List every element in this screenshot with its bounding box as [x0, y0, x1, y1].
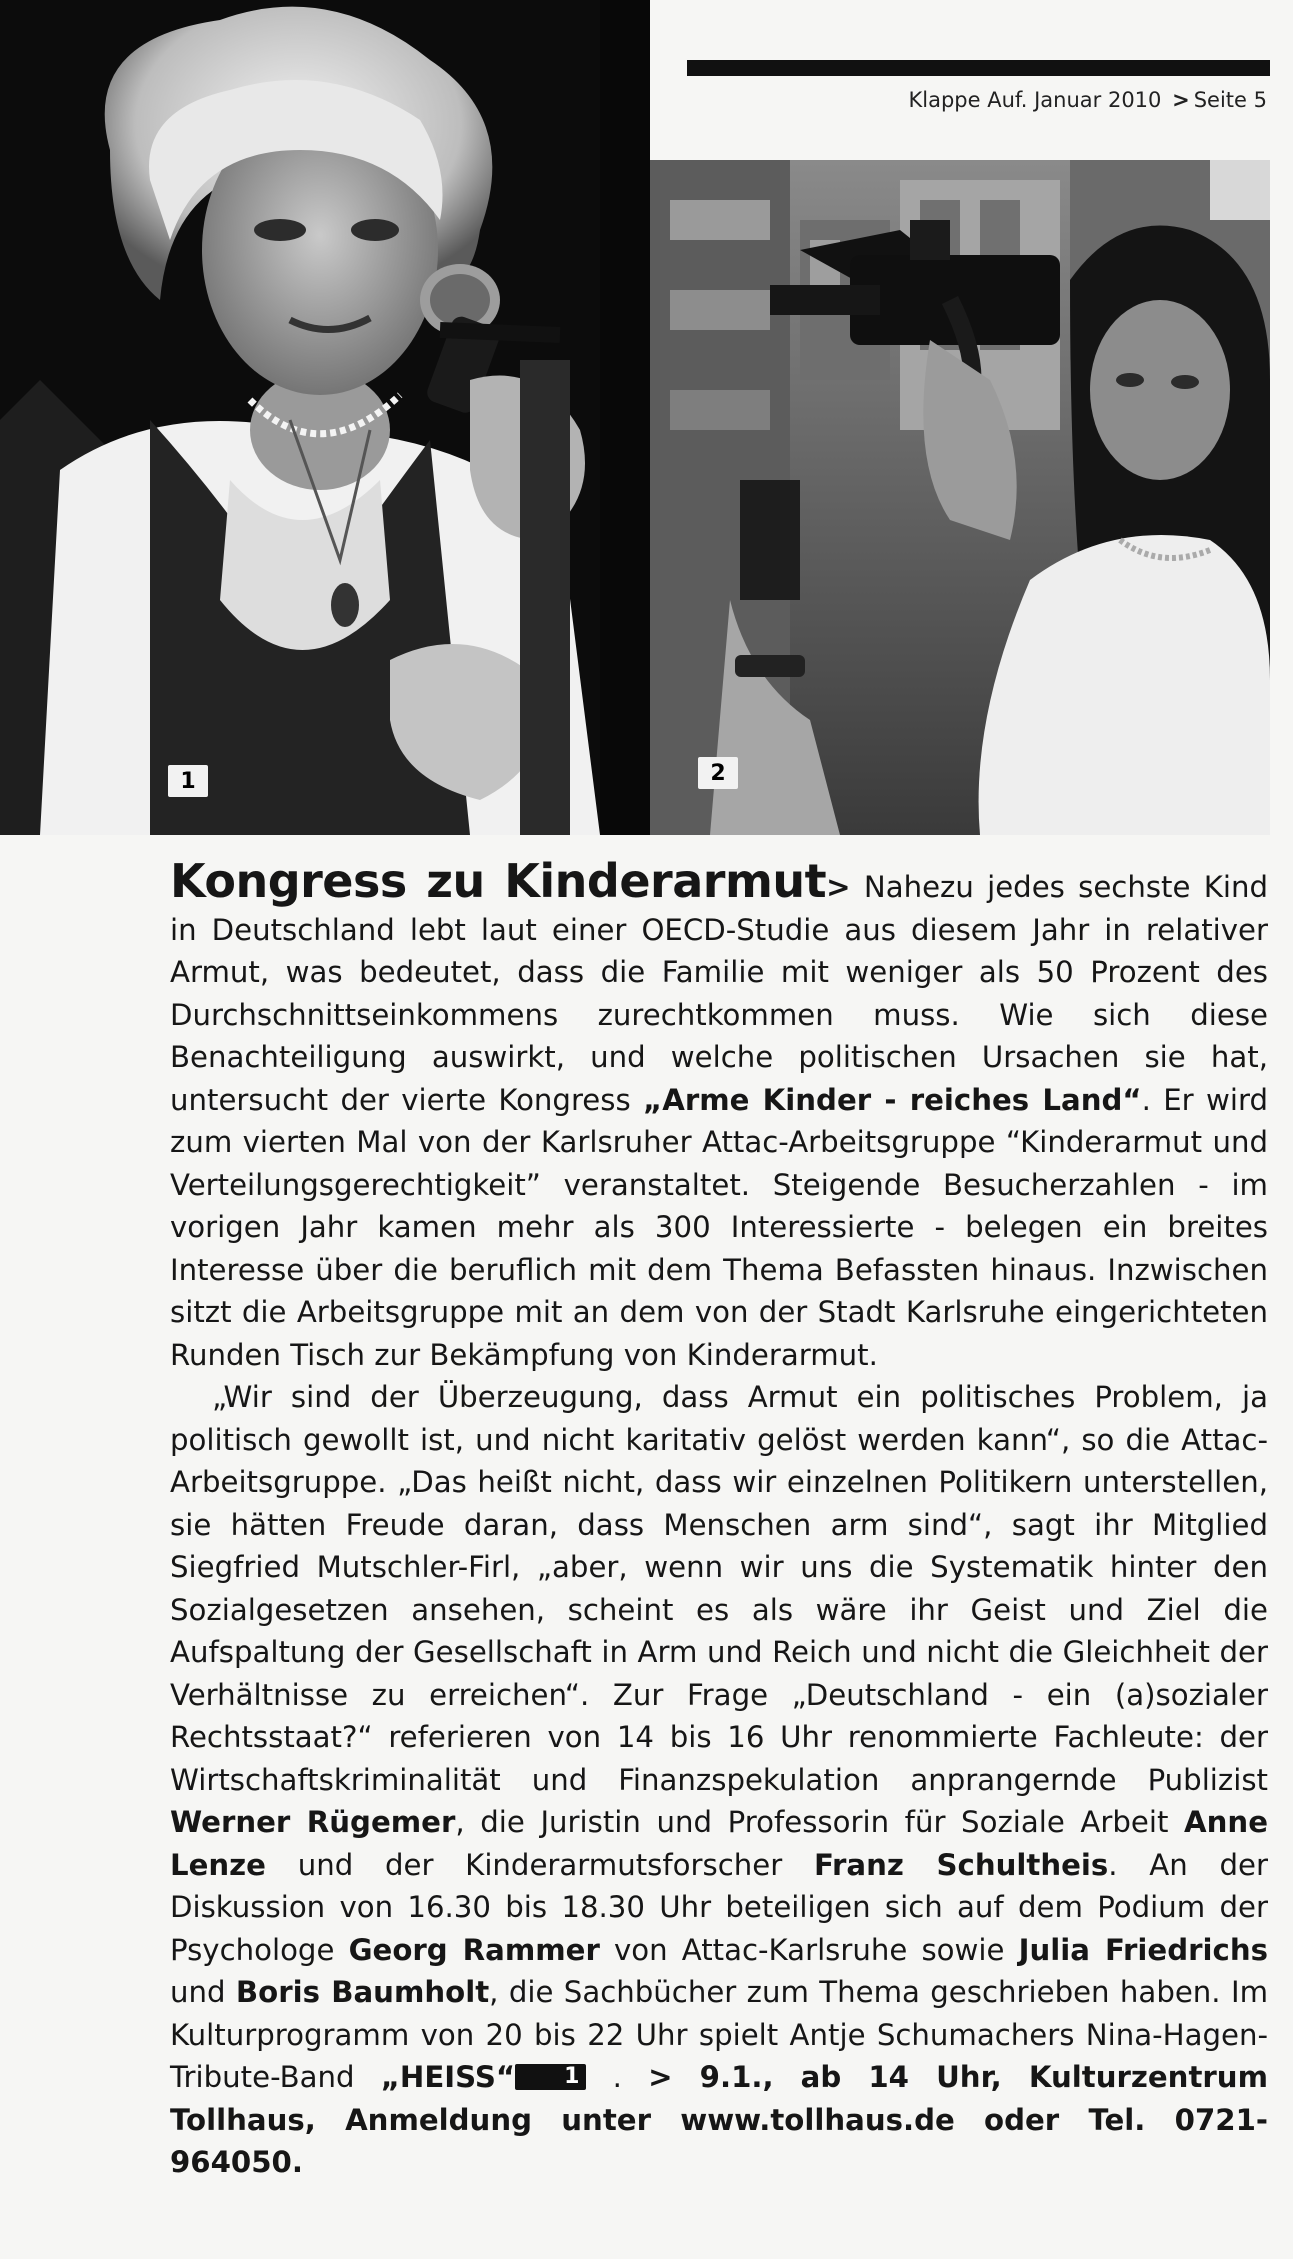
- body-text: , die Juristin und Professorin für Soziale Arbeit: [455, 1805, 1185, 1839]
- body-text: Nahezu jedes sechste Kind in Deutschland lebt laut einer OECD-Studie aus diesem Jahr in relativer Armut, was bedeutet, dass die Familie mit weniger als 50 Prozent des Durchschnittseinkommens zurechtkommen muss. Wie sich diese Benachteiligung auswirkt, und welche politischen Ursachen sie hat, untersucht der vierte Kongress: [170, 870, 1268, 1117]
- photo-reference-badge: 1: [515, 2064, 586, 2090]
- arrow-icon: >: [1172, 88, 1190, 112]
- headline: Kongress zu Kinderarmut: [170, 854, 827, 908]
- page-number: Seite 5: [1193, 88, 1267, 112]
- photo-singer: [0, 0, 650, 835]
- body-text: und der Kinderarmutsforscher: [265, 1847, 814, 1882]
- photo-number-badge: 2: [698, 757, 738, 789]
- event-title: „Arme Kinder - reiches Land“: [643, 1082, 1142, 1117]
- photo-number-badge: 1: [168, 765, 208, 797]
- person-name: Boris Baumholt: [235, 1975, 490, 2009]
- body-text: . Er wird zum vierten Mal von der Karlsruher Attac-Arbeitsgruppe “Kinderarmut und Verteilungsgerechtigkeit” veranstaltet. Steigende Besucherzahlen - im vorigen Jahr kamen mehr als 300 Interessierte - belegen ein breites Interesse über die beruflich mit dem Thema Befassten hinaus. Inzwischen sitzt die Arbeitsgruppe mit an dem von der Stadt Karlsruhe eingerichteten Runden Tisch zur Bekämpfung von Kinderarmut.: [170, 1082, 1269, 1372]
- body-text: „Wir sind der Überzeugung, dass Armut ein politisches Problem, ja politisch gewollt ist, und nicht karitativ gelöst werden kann“, so die Attac-Arbeitsgruppe. „Das heißt nicht, dass wir einzelnen Politikern unterstellen, sie hätten Freude daran, dass Menschen arm sind“, sagt ihr Mitglied Siegfried Mutschler-Firl, „aber, wenn wir uns die Systematik hinter den Sozialgesetzen ansehen, scheint es als wäre ihr Geist und Ziel die Aufspaltung der Gesellschaft in Arm und Reich und nicht die Gleichheit der Verhältnisse zu erreichen“. Zur Frage „Deutschland - ein (a)sozialer Rechtsstaat?“ referieren von 14 bis 16 Uhr renommierte Fachleute: der Wirtschaftskriminalität und Finanzspekulation anprangernde Publizist: [170, 1380, 1268, 1797]
- magazine-issue: Klappe Auf. Januar 2010: [908, 88, 1162, 112]
- body-text: . An der Diskussion von 16.30 bis 18.30 Uhr beteiligen sich auf dem Podium der Psychologe: [170, 1847, 1268, 1967]
- person-name: Franz Schultheis: [813, 1847, 1109, 1882]
- arrow-icon: >: [648, 2060, 673, 2094]
- person-name: Werner Rügemer: [170, 1805, 456, 1839]
- photo-camerawoman: [650, 160, 1270, 835]
- camerawoman-photo-illustration: [650, 160, 1270, 835]
- header-rule: [687, 60, 1270, 76]
- page-folio: [908, 88, 1267, 112]
- event-info: 9.1., ab 14 Uhr, Kulturzentrum Tollhaus, Anmeldung unter www.tollhaus.de oder Tel. 0721-964050.: [170, 2060, 1268, 2179]
- article-paragraph-2: [170, 1376, 1268, 2184]
- body-text: von Attac-Karlsruhe sowie: [599, 1932, 1019, 1967]
- body-text: .: [586, 2060, 649, 2094]
- person-name: Anne Lenze: [170, 1805, 1268, 1882]
- article-paragraph-1: [170, 854, 1269, 1376]
- band-name: „HEISS“: [380, 2060, 516, 2094]
- person-name: Julia Friedrichs: [1018, 1932, 1268, 1967]
- person-name: Georg Rammer: [348, 1932, 600, 1967]
- arrow-icon: >: [826, 870, 851, 904]
- body-text: und: [170, 1975, 236, 2009]
- singer-photo-illustration: [0, 0, 650, 835]
- body-text: , die Sachbücher zum Thema geschrieben haben. Im Kulturprogramm von 20 bis 22 Uhr spielt Antje Schumachers Nina-Hagen-Tribute-Band: [170, 1975, 1268, 2094]
- article: [170, 854, 1269, 2184]
